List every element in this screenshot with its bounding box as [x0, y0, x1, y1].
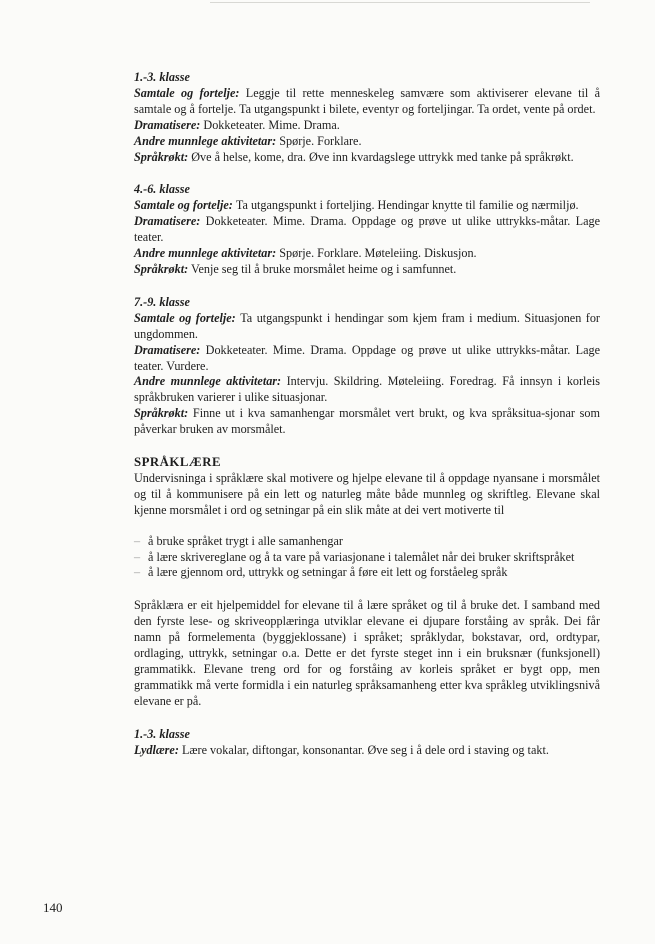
dash-bullet-icon: –	[134, 565, 141, 580]
entry-label: Språkrøkt:	[134, 149, 189, 164]
entry-lydlare	[134, 743, 600, 759]
entry-text: Intervju. Skildring. Møteleiing. Foredrag. Få innsyn i korleis språkbruken varierer i ulike situasjonar.	[134, 374, 600, 405]
entry-andre-aktivitetar	[134, 246, 600, 262]
entry-label: Andre munnlege aktivitetar:	[134, 246, 277, 261]
section-heading: 7.-9. klasse	[134, 294, 190, 309]
intro-paragraph: Undervisninga i språklære skal motivere og hjelpe elevane til å oppdage nyansane i morsmålet og til å kommunisere på ein lett og naturleg måte både munnleg og skriftleg. Elevane skal kjenne morsmålet i ord og setningar på ein slik måte at dei vert motiverte til	[134, 470, 600, 517]
entry-andre-aktivitetar	[134, 374, 600, 406]
entry-label: Dramatisere:	[134, 342, 201, 357]
dash-bullet-icon: –	[134, 533, 141, 548]
entry-samtale	[134, 86, 600, 118]
entry-sprakrokt	[134, 262, 600, 278]
section-spraklare	[134, 455, 600, 710]
entry-text: Dokketeater. Mime. Drama. Oppdage og prøve ut ulike uttrykks-måtar. Lage teater.	[134, 214, 600, 245]
entry-text: Spørje. Forklare. Møteleiing. Diskusjon.	[276, 246, 477, 261]
section-grade-7-9	[134, 295, 600, 438]
entry-dramatisere	[134, 118, 600, 134]
entry-label: Dramatisere:	[134, 214, 201, 229]
entry-sprakrokt	[134, 406, 600, 438]
page-body	[134, 70, 600, 759]
entry-andre-aktivitetar	[134, 134, 600, 150]
entry-text: Finne ut i kva samanhengar morsmålet vert brukt, og kva språksitua-sjonar som påverkar bruken av morsmålet.	[134, 406, 600, 437]
entry-text: Dokketeater. Mime. Drama. Oppdage og prøve ut ulike uttrykks-måtar. Lage teater. Vurdere.	[134, 342, 600, 373]
objectives-list	[134, 534, 600, 582]
section-title: SPRÅKLÆRE	[134, 455, 221, 470]
entry-label: Andre munnlege aktivitetar:	[134, 374, 282, 389]
entry-sprakrokt	[134, 150, 600, 166]
entry-dramatisere	[134, 214, 600, 246]
entry-text: Dokketeater. Mime. Drama.	[200, 117, 340, 132]
entry-dramatisere	[134, 343, 600, 375]
entry-text: Venje seg til å bruke morsmålet heime og i samfunnet.	[188, 261, 457, 276]
section-grade-1-3	[134, 70, 600, 165]
entry-label: Lydlære:	[134, 742, 179, 757]
section-heading: 4.-6. klasse	[134, 182, 190, 197]
entry-text: Ta utgangspunkt i hendingar som kjem fram i medium. Situasjonen for ungdommen.	[134, 310, 600, 341]
dash-bullet-icon: –	[134, 549, 141, 564]
section-heading: 1.-3. klasse	[134, 70, 190, 84]
scan-edge-line	[210, 2, 590, 3]
entry-label: Samtale og forteljе:	[134, 310, 236, 325]
section-lydlare	[134, 727, 600, 759]
list-item: – å lære gjennom ord, uttrykk og setningar å føre eit lett og forståeleg språk	[134, 565, 508, 580]
entry-label: Samtale og forteljе:	[134, 198, 233, 213]
entry-samtale	[134, 198, 600, 214]
section-grade-4-6	[134, 182, 600, 277]
entry-label: Dramatisere:	[134, 117, 201, 132]
entry-label: Andre munnlege aktivitetar:	[134, 133, 277, 148]
entry-text: Ta utgangspunkt i forteljing. Hendingar knytte til familie og nærmiljø.	[232, 198, 579, 213]
entry-text: Øve å helse, kome, dra. Øve inn kvardagslege uttrykk med tanke på språkrøkt.	[188, 149, 574, 164]
entry-text: Lære vokalar, diftongar, konsonantar. Øve seg i å dele ord i staving og takt.	[178, 742, 549, 757]
entry-label: Samtale og forteljе:	[134, 85, 240, 100]
entry-label: Språkrøkt:	[134, 406, 189, 421]
entry-text: Leggje til rette menneskeleg samvære som aktiviserer elevane til å samtale og å fortelje. Ta utgangspunkt i bilete, eventyr og forteljingar. Ta ordet, vente på ordet.	[134, 85, 600, 116]
page-number: 140	[43, 900, 63, 915]
list-item: – å bruke språket trygt i alle samanhengar	[134, 533, 343, 548]
body-paragraph: Språklæra er eit hjelpemiddel for elevane til å lære språket og til å bruke det. I samband med den fyrste lese- og skriveopplæringa utviklar elevane ei djupare forståing av språk. Dei får namn på formelementa (byggjeklossane) i språket; språklydar, bokstavar, ord, ordtypar, ordlaging, uttrykk, setningar o.a. Dette er det fyrste steget inn i ein bruksnær (funksjonell) grammatikk. Elevane treng ord for og forståing av korleis språket er bygt opp, men grammatikk må verte formidla i ein naturleg språksamanheng etter kva språkleg utviklingsnivå elevane er på.	[134, 598, 600, 708]
section-heading: 1.-3. klasse	[134, 726, 190, 741]
entry-text: Spørje. Forklare.	[276, 133, 362, 148]
entry-samtale	[134, 311, 600, 343]
entry-label: Språkrøkt:	[134, 261, 189, 276]
list-item: – å lære skrivereglane og å ta vare på variasjonane i talemålet når dei bruker skriftspråket	[134, 549, 575, 564]
